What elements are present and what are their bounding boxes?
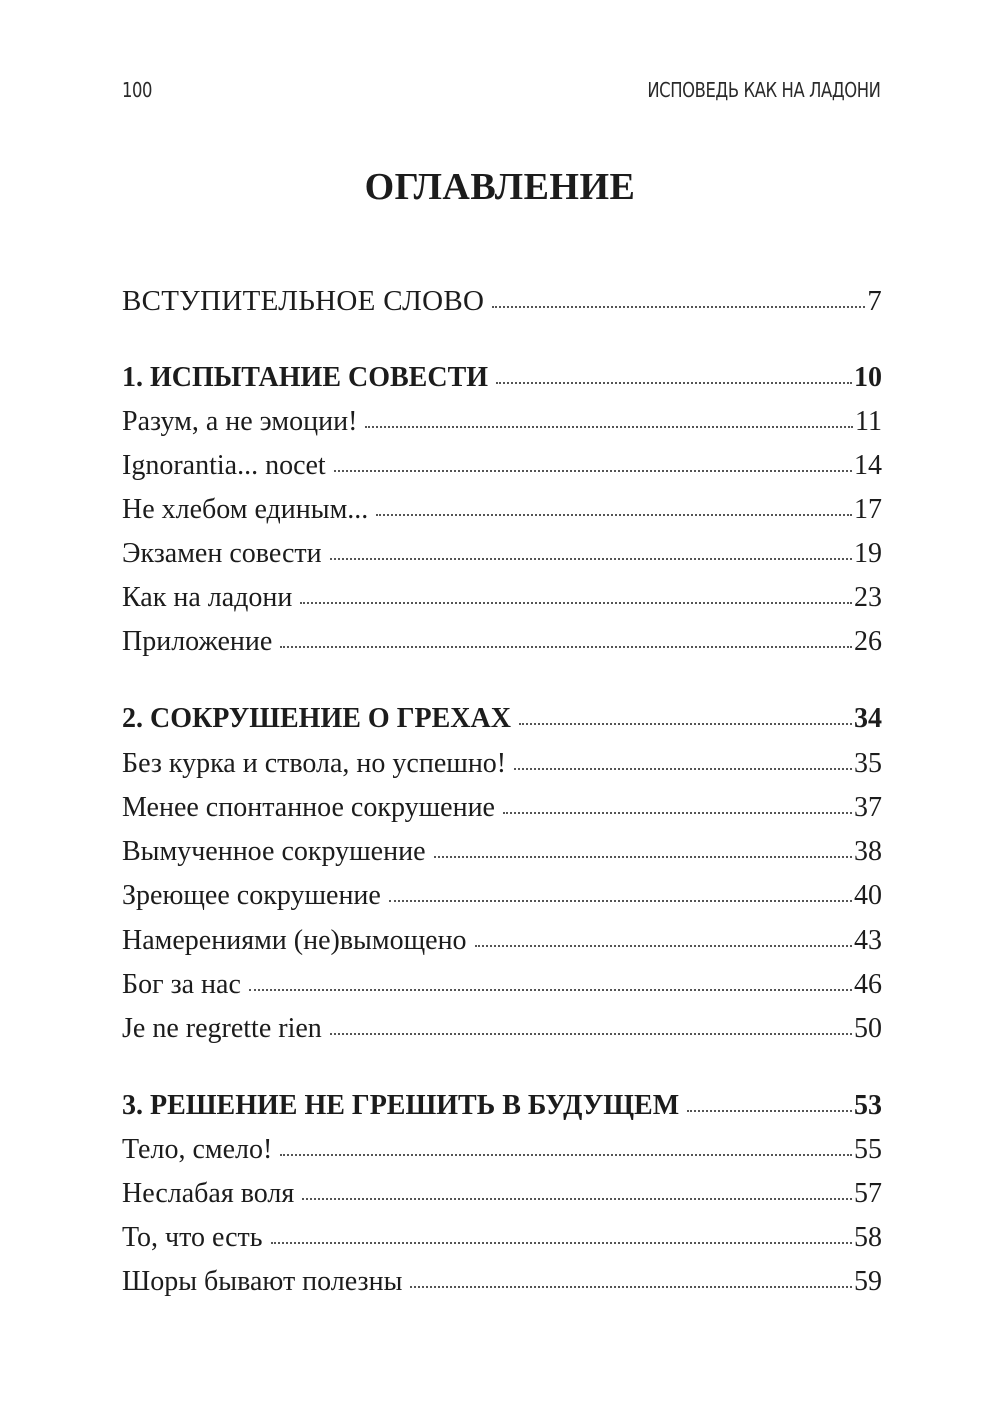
toc-entry xyxy=(122,450,882,482)
toc-entry-page: 11 xyxy=(855,406,882,437)
toc-entry xyxy=(122,1013,882,1045)
dot-leader xyxy=(475,945,852,947)
toc-entry-label: Как на ладони xyxy=(122,582,293,613)
toc-entry-label: Не хлебом единым... xyxy=(122,494,369,525)
toc-entry xyxy=(122,626,882,658)
toc-entry-label: Тело, смело! xyxy=(122,1134,273,1165)
toc-entry-label: Без курка и ствола, но успешно! xyxy=(122,748,507,779)
dot-leader xyxy=(514,768,852,770)
toc-section-heading xyxy=(122,362,882,394)
toc-entry-label: Шоры бывают полезны xyxy=(122,1266,403,1297)
toc-entry-page: 35 xyxy=(854,748,882,779)
toc-entry xyxy=(122,406,882,438)
toc-section-heading xyxy=(122,703,882,735)
dot-leader xyxy=(496,382,852,384)
toc-entry-label: Вымученное сокрушение xyxy=(122,836,426,867)
toc-entry-label: Приложение xyxy=(122,626,273,657)
toc-entry-label: ВСТУПИТЕЛЬНОЕ СЛОВО xyxy=(122,285,485,317)
toc-entry-label: Менее спонтанное сокрушение xyxy=(122,792,495,823)
dot-leader xyxy=(330,1033,852,1035)
toc-entry xyxy=(122,748,882,780)
toc-entry xyxy=(122,582,882,614)
toc-entry xyxy=(122,1178,882,1210)
toc-entry-label: Разум, а не эмоции! xyxy=(122,406,358,437)
running-head xyxy=(122,78,881,102)
toc-entry xyxy=(122,1134,882,1166)
dot-leader xyxy=(434,856,852,858)
toc-entry xyxy=(122,1222,882,1254)
toc-entry-page: 57 xyxy=(854,1178,882,1209)
dot-leader xyxy=(492,306,865,308)
toc-entry-page: 23 xyxy=(854,582,882,613)
toc-entry-label: Je ne regrette rien xyxy=(122,1013,322,1044)
toc-entry-page: 55 xyxy=(854,1134,882,1165)
toc-entry-page: 26 xyxy=(854,626,882,657)
dot-leader xyxy=(410,1286,852,1288)
toc-entry-label: Неслабая воля xyxy=(122,1178,295,1209)
page-title: ОГЛАВЛЕНИЕ xyxy=(364,166,636,208)
dot-leader xyxy=(280,1154,852,1156)
toc-entry-page: 53 xyxy=(854,1090,882,1121)
toc-entry-label: Зреющее сокрушение xyxy=(122,880,381,911)
toc-entry xyxy=(122,880,882,912)
toc-entry-label: То, что есть xyxy=(122,1222,263,1253)
dot-leader xyxy=(519,723,852,725)
toc-entry xyxy=(122,836,882,868)
toc-entry xyxy=(122,969,882,1001)
toc-entry-label: Ignorantia... nocet xyxy=(122,450,326,481)
dot-leader xyxy=(271,1242,852,1244)
toc-entry-label: Намерениями (не)вымощено xyxy=(122,925,467,956)
dot-leader xyxy=(376,514,852,516)
toc-entry-label: 1. ИСПЫТАНИЕ СОВЕСТИ xyxy=(122,362,489,393)
toc-entry-page: 19 xyxy=(854,538,882,569)
running-title: ИСПОВЕДЬ КАК НА ЛАДОНИ xyxy=(647,78,881,102)
dot-leader xyxy=(302,1198,852,1200)
toc-entry-page: 34 xyxy=(854,703,882,734)
toc-entry xyxy=(122,494,882,526)
toc-entry-label: Экзамен совести xyxy=(122,538,322,569)
toc-entry xyxy=(122,1266,882,1298)
toc-entry-page: 46 xyxy=(854,969,882,1000)
dot-leader xyxy=(503,812,852,814)
dot-leader xyxy=(334,470,852,472)
toc-entry-label: 2. СОКРУШЕНИЕ О ГРЕХАХ xyxy=(122,703,511,734)
toc-entry xyxy=(122,538,882,570)
page-number: 100 xyxy=(122,78,153,102)
toc-entry-page: 38 xyxy=(854,836,882,867)
dot-leader xyxy=(330,558,852,560)
toc-entry-page: 17 xyxy=(854,494,882,525)
dot-leader xyxy=(280,646,852,648)
toc-entry-label: Бог за нас xyxy=(122,969,241,1000)
toc-entry-page: 7 xyxy=(867,285,882,317)
toc-entry-page: 40 xyxy=(854,880,882,911)
toc-entry-page: 43 xyxy=(854,925,882,956)
dot-leader xyxy=(249,989,852,991)
toc-entry-page: 50 xyxy=(854,1013,882,1044)
toc-entry-label: 3. РЕШЕНИЕ НЕ ГРЕШИТЬ В БУДУЩЕМ xyxy=(122,1090,680,1121)
dot-leader xyxy=(687,1110,852,1112)
toc-entry-page: 58 xyxy=(854,1222,882,1253)
toc-entry-page: 10 xyxy=(854,362,882,393)
toc-entry-intro xyxy=(122,285,882,318)
dot-leader xyxy=(389,900,852,902)
toc-entry xyxy=(122,925,882,957)
dot-leader xyxy=(365,426,853,428)
dot-leader xyxy=(300,602,852,604)
toc-entry-page: 59 xyxy=(854,1266,882,1297)
toc-entry-page: 37 xyxy=(854,792,882,823)
toc-entry xyxy=(122,792,882,824)
toc-entry-page: 14 xyxy=(854,450,882,481)
toc-section-heading xyxy=(122,1090,882,1122)
